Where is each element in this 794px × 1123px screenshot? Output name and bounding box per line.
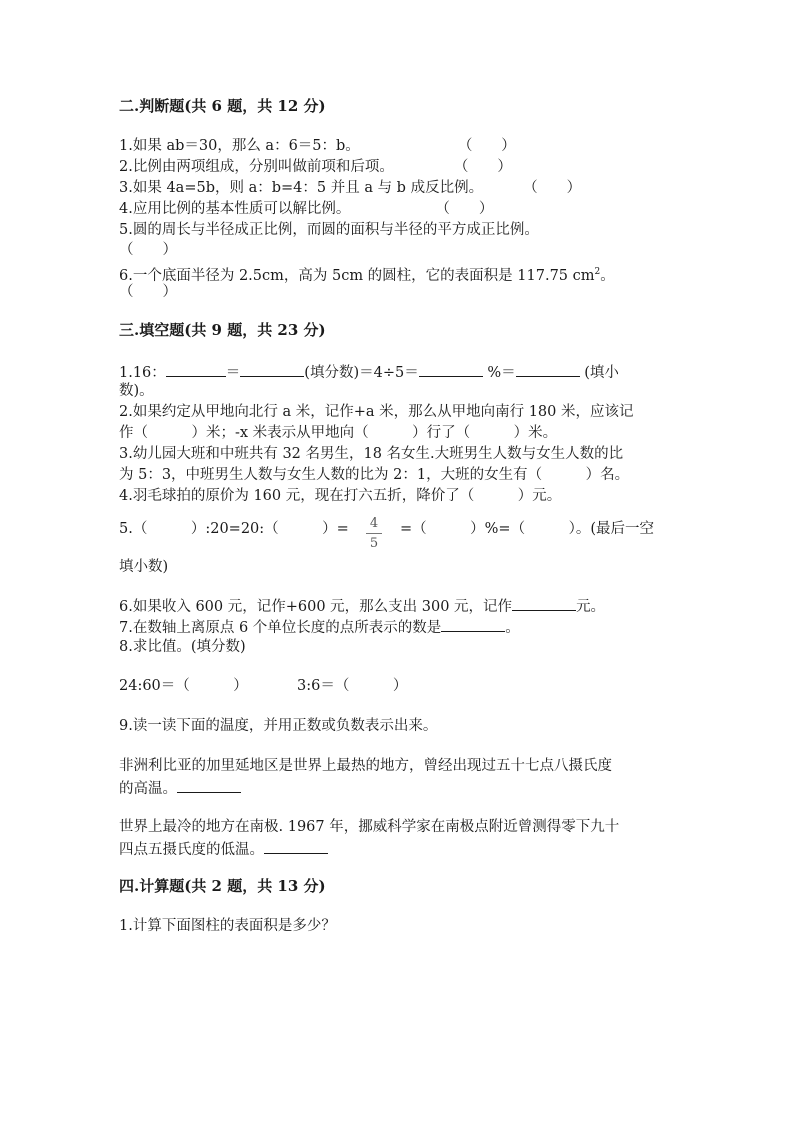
fill-q9-para1-line1: 非洲利比亚的加里延地区是世界上最热的地方，曾经出现过五十七点八摄氏度 xyxy=(119,758,612,774)
judge-q3-text: 3.如果 4a=5b，则 a：b=4：5 并且 a 与 b 成反比例。 xyxy=(119,180,484,196)
section-2-heading: 二.判断题(共 6 题，共 12 分) xyxy=(119,97,326,115)
fill-q9-para2-text: 四点五摄氏度的低温。 xyxy=(119,842,264,858)
fill-q4: 4.羽毛球拍的原价为 160 元，现在打六五折，降价了（ ）元。 xyxy=(119,488,562,504)
fill-q8-ratio-1: 24:60＝（ ） xyxy=(119,678,248,694)
fill-q1-text-e: (填小 xyxy=(579,365,619,381)
fill-q1-text-a: 1.16： xyxy=(119,365,166,381)
fill-q5-fraction-bar xyxy=(366,533,382,534)
fill-q3-line2: 为 5：3，中班男生人数与女生人数的比为 2：1，大班的女生有（ ）名。 xyxy=(119,467,630,483)
judge-q2-text: 2.比例由两项组成，分别叫做前项和后项。 xyxy=(119,159,394,175)
fill-q1-text-b: ＝ xyxy=(225,365,241,381)
judge-q4-text: 4.应用比例的基本性质可以解比例。 xyxy=(119,201,351,217)
fill-q8: 8.求比值。(填分数) xyxy=(119,639,246,655)
fill-q6-blank[interactable] xyxy=(512,595,576,611)
fill-q9-blank-2[interactable] xyxy=(264,838,328,854)
fill-q1-blank-4[interactable] xyxy=(516,361,580,377)
judge-q6-answer-paren[interactable]: （ ） xyxy=(119,284,177,300)
fill-q6 xyxy=(119,595,605,617)
judge-q3-answer-paren[interactable]: （ ） xyxy=(523,180,582,196)
judge-q6-text: 6.一个底面半径为 2.5cm，高为 5cm 的圆柱，它的表面积是 117.75 cm xyxy=(119,267,595,284)
section-4-heading: 四.计算题(共 2 题，共 13 分) xyxy=(119,877,326,895)
fill-q9-para2-line1: 世界上最冷的地方在南极. 1967 年，挪威科学家在南极点附近曾测得零下九十 xyxy=(119,819,620,835)
fill-q1-line2: 数)。 xyxy=(119,383,154,399)
judge-q4 xyxy=(119,199,493,219)
judge-q3 xyxy=(119,178,581,198)
judge-q6-period: 。 xyxy=(600,267,615,284)
fill-q9-para2-line2 xyxy=(119,838,328,860)
judge-q5: 5.圆的周长与半径成正比例，而圆的面积与半径的平方成正比例。 xyxy=(119,222,539,238)
judge-q2-answer-paren[interactable]: （ ） xyxy=(453,159,512,175)
fill-q5-line2: 填小数) xyxy=(119,559,169,575)
fill-q9-para1-text: 的高温。 xyxy=(119,781,177,797)
fill-q2-line2: 作（ ）米；-x 米表示从甲地向（ ）行了（ ）米。 xyxy=(119,425,558,441)
fill-q1-blank-1[interactable] xyxy=(166,361,226,377)
fill-q1-text-c: (填分数)＝4÷5＝ xyxy=(304,365,419,381)
fill-q7-text-a: 7.在数轴上离原点 6 个单位长度的点所表示的数是 xyxy=(119,620,442,636)
judge-q2 xyxy=(119,157,512,177)
fill-q2-line1: 2.如果约定从甲地向北行 a 米，记作+a 米，那么从甲地向南行 180 米，应该记 xyxy=(119,404,634,420)
fill-q3-line1: 3.幼儿园大班和中班共有 32 名男生，18 名女生.大班男生人数与女生人数的比 xyxy=(119,446,624,462)
judge-q6-superscript: 2 xyxy=(594,267,601,277)
fill-q5-fraction xyxy=(366,516,382,551)
fill-q1-blank-3[interactable] xyxy=(419,361,483,377)
judge-q1-text: 1.如果 ab＝30，那么 a：6＝5：b。 xyxy=(119,138,360,154)
fill-q6-text-a: 6.如果收入 600 元，记作+600 元，那么支出 300 元，记作 xyxy=(119,599,513,615)
fill-q7 xyxy=(119,616,520,638)
calc-q1: 1.计算下面图柱的表面积是多少？ xyxy=(119,918,336,934)
fill-q5-fraction-denominator: 5 xyxy=(369,536,379,551)
fill-q6-text-b: 元。 xyxy=(576,599,606,615)
judge-q1-answer-paren[interactable]: （ ） xyxy=(457,138,516,154)
fill-q1 xyxy=(119,361,619,383)
judge-q6 xyxy=(119,262,615,286)
fill-q9-blank-1[interactable] xyxy=(177,777,241,793)
fill-q5-fraction-numerator: 4 xyxy=(369,516,379,531)
fill-q1-blank-2[interactable] xyxy=(240,361,304,377)
fill-q9: 9.读一读下面的温度，并用正数或负数表示出来。 xyxy=(119,718,438,734)
judge-q1 xyxy=(119,136,516,156)
fill-q7-text-b: 。 xyxy=(505,620,520,636)
section-3-heading: 三.填空题(共 9 题，共 23 分) xyxy=(119,321,326,339)
judge-q5-answer-paren[interactable]: （ ） xyxy=(119,242,177,258)
fill-q7-blank[interactable] xyxy=(441,616,505,632)
fill-q5-text-b: =（ ）%=（ ）。(最后一空 xyxy=(400,521,654,537)
fill-q8-ratio-2: 3:6＝（ ） xyxy=(297,678,408,694)
fill-q9-para1-line2 xyxy=(119,777,241,799)
fill-q1-text-d: %＝ xyxy=(482,365,516,381)
judge-q4-answer-paren[interactable]: （ ） xyxy=(435,201,494,217)
fill-q5-text-a: 5.（ ）:20=20:（ ）= xyxy=(119,521,349,537)
